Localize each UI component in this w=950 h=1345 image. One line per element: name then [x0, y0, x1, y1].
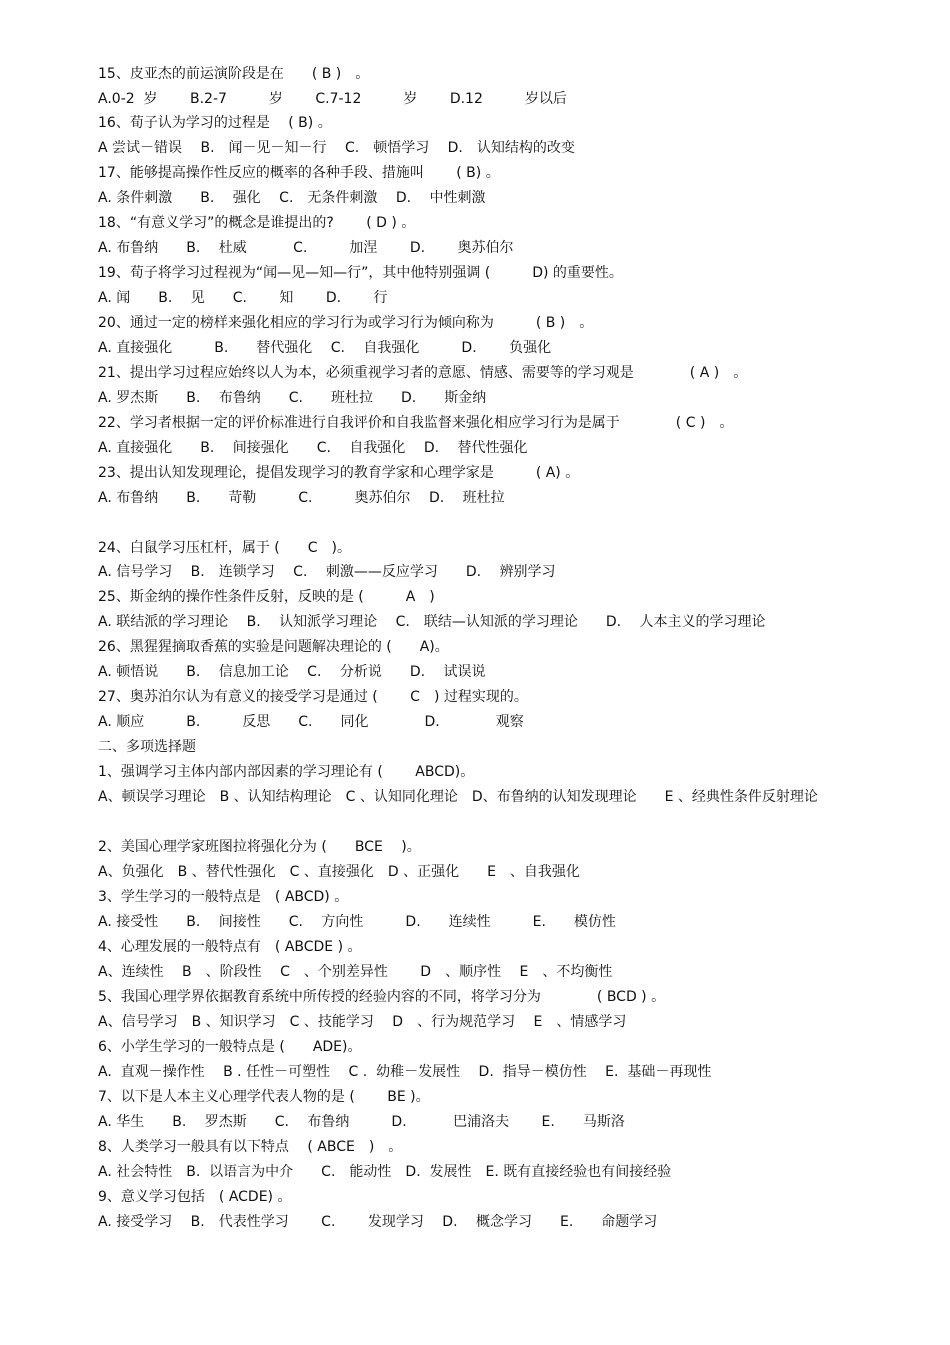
options-20: A. 直接强化 B. 替代强化 C. 自我强化 D. 负强化 — [98, 340, 552, 356]
options-22: A. 直接强化 B. 间接强化 C. 自我强化 D. 替代性强化 — [98, 440, 528, 456]
section-heading-multiple-choice: 二、多项选择题 — [98, 739, 196, 755]
options-17: A. 条件刺激 B. 强化 C. 无条件刺激 D. 中性刺激 — [98, 190, 486, 206]
options-16: A 尝试－错误 B. 闻－见－知－行 C. 顿悟学习 D. 认知结构的改变 — [98, 140, 575, 156]
options-25: A. 联结派的学习理论 B. 认知派学习理论 C. 联结—认知派的学习理论 D. 人本主义的学习理论 — [98, 614, 766, 630]
multi-question-5: 5、我国心理学界依据教育系统中所传授的经验内容的不同，将学习分为 ( BCD ) 。 — [98, 989, 666, 1005]
question-15: 15、皮亚杰的前运演阶段是在 ( B ) 。 — [98, 66, 370, 82]
question-22: 22、学习者根据一定的评价标准进行自我评价和自我监督来强化相应学习行为是属于 ( C ) 。 — [98, 415, 734, 431]
question-17: 17、能够提高操作性反应的概率的各种手段、措施叫 ( B) 。 — [98, 165, 500, 181]
multi-options-4: A、连续性 B 、阶段性 C 、个别差异性 D 、顺序性 E 、不均衡性 — [98, 964, 613, 980]
question-24: 24、白鼠学习压杠杆，属于 ( C )。 — [98, 540, 351, 556]
options-18: A. 布鲁纳 B. 杜威 C. 加涅 D. 奥苏伯尔 — [98, 240, 514, 256]
multi-options-9: A. 接受学习 B. 代表性学习 C. 发现学习 D. 概念学习 E. 命题学习 — [98, 1214, 658, 1230]
multi-options-2: A、负强化 B 、替代性强化 C 、直接强化 D 、正强化 E 、自我强化 — [98, 864, 580, 880]
multi-options-7: A. 华生 B. 罗杰斯 C. 布鲁纳 D. 巴浦洛夫 E. 马斯洛 — [98, 1114, 625, 1130]
question-19: 19、荀子将学习过程视为“闻—见—知—行”，其中他特别强调 ( D) 的重要性。 — [98, 265, 623, 281]
multi-question-2: 2、美国心理学家班图拉将强化分为 ( BCE )。 — [98, 839, 421, 855]
multi-question-3: 3、学生学习的一般特点是 ( ABCD) 。 — [98, 889, 349, 905]
multi-question-9: 9、意义学习包括 ( ACDE) 。 — [98, 1189, 292, 1205]
options-23: A. 布鲁纳 B. 苛勒 C. 奥苏伯尔 D. 班杜拉 — [98, 490, 505, 506]
multi-question-4: 4、心理发展的一般特点有 ( ABCDE ) 。 — [98, 939, 362, 955]
multi-options-6: A. 直观－操作性 B . 任性－可塑性 C . 幼稚－发展性 D. 指导－模仿性 E. 基础－再现性 — [98, 1064, 712, 1080]
options-26: A. 顿悟说 B. 信息加工论 C. 分析说 D. 试误说 — [98, 664, 486, 680]
options-21: A. 罗杰斯 B. 布鲁纳 C. 班杜拉 D. 斯金纳 — [98, 390, 487, 406]
multi-question-7: 7、以下是人本主义心理学代表人物的是 ( BE )。 — [98, 1089, 430, 1105]
question-16: 16、荀子认为学习的过程是 ( B) 。 — [98, 115, 332, 131]
question-25: 25、斯金纳的操作性条件反射，反映的是 ( A ) — [98, 589, 435, 605]
question-18: 18、“有意义学习”的概念是谁提出的? ( D ) 。 — [98, 215, 416, 231]
multi-options-3: A. 接受性 B. 间接性 C. 方向性 D. 连续性 E. 模仿性 — [98, 914, 616, 930]
multi-question-6: 6、小学生学习的一般特点是 ( ADE)。 — [98, 1039, 362, 1055]
question-27: 27、奥苏泊尔认为有意义的接受学习是通过 ( C ) 过程实现的。 — [98, 689, 528, 705]
options-15: A.0-2 岁 B.2-7 岁 C.7-12 岁 D.12 岁以后 — [98, 91, 567, 107]
question-26: 26、黑猩猩摘取香蕉的实验是问题解决理论的 ( A)。 — [98, 639, 449, 655]
multi-question-1: 1、强调学习主体内部内部因素的学习理论有 ( ABCD)。 — [98, 764, 475, 780]
question-21: 21、提出学习过程应始终以人为本，必须重视学习者的意愿、情感、需要等的学习观是 ( A ) 。 — [98, 365, 748, 381]
multi-options-1: A、顿误学习理论 B 、认知结构理论 C 、认知同化理论 D、布鲁纳的认知发现理论 E 、经典性条件反射理论 — [98, 789, 818, 805]
multi-options-8: A. 社会特性 B. 以语言为中介 C. 能动性 D. 发展性 E. 既有直接经验也有间接经验 — [98, 1164, 672, 1180]
options-27: A. 顺应 B. 反思 C. 同化 D. 观察 — [98, 714, 524, 730]
multi-options-5: A、信号学习 B 、知识学习 C 、技能学习 D 、行为规范学习 E 、情感学习 — [98, 1014, 627, 1030]
question-20: 20、通过一定的榜样来强化相应的学习行为或学习行为倾向称为 ( B ) 。 — [98, 315, 594, 331]
options-24: A. 信号学习 B. 连锁学习 C. 刺激——反应学习 D. 辨别学习 — [98, 564, 556, 580]
question-23: 23、提出认知发现理论，提倡发现学习的教育学家和心理学家是 ( A) 。 — [98, 465, 580, 481]
multi-question-8: 8、人类学习一般具有以下特点 ( ABCE ) 。 — [98, 1139, 403, 1155]
options-19: A. 闻 B. 见 C. 知 D. 行 — [98, 290, 388, 306]
